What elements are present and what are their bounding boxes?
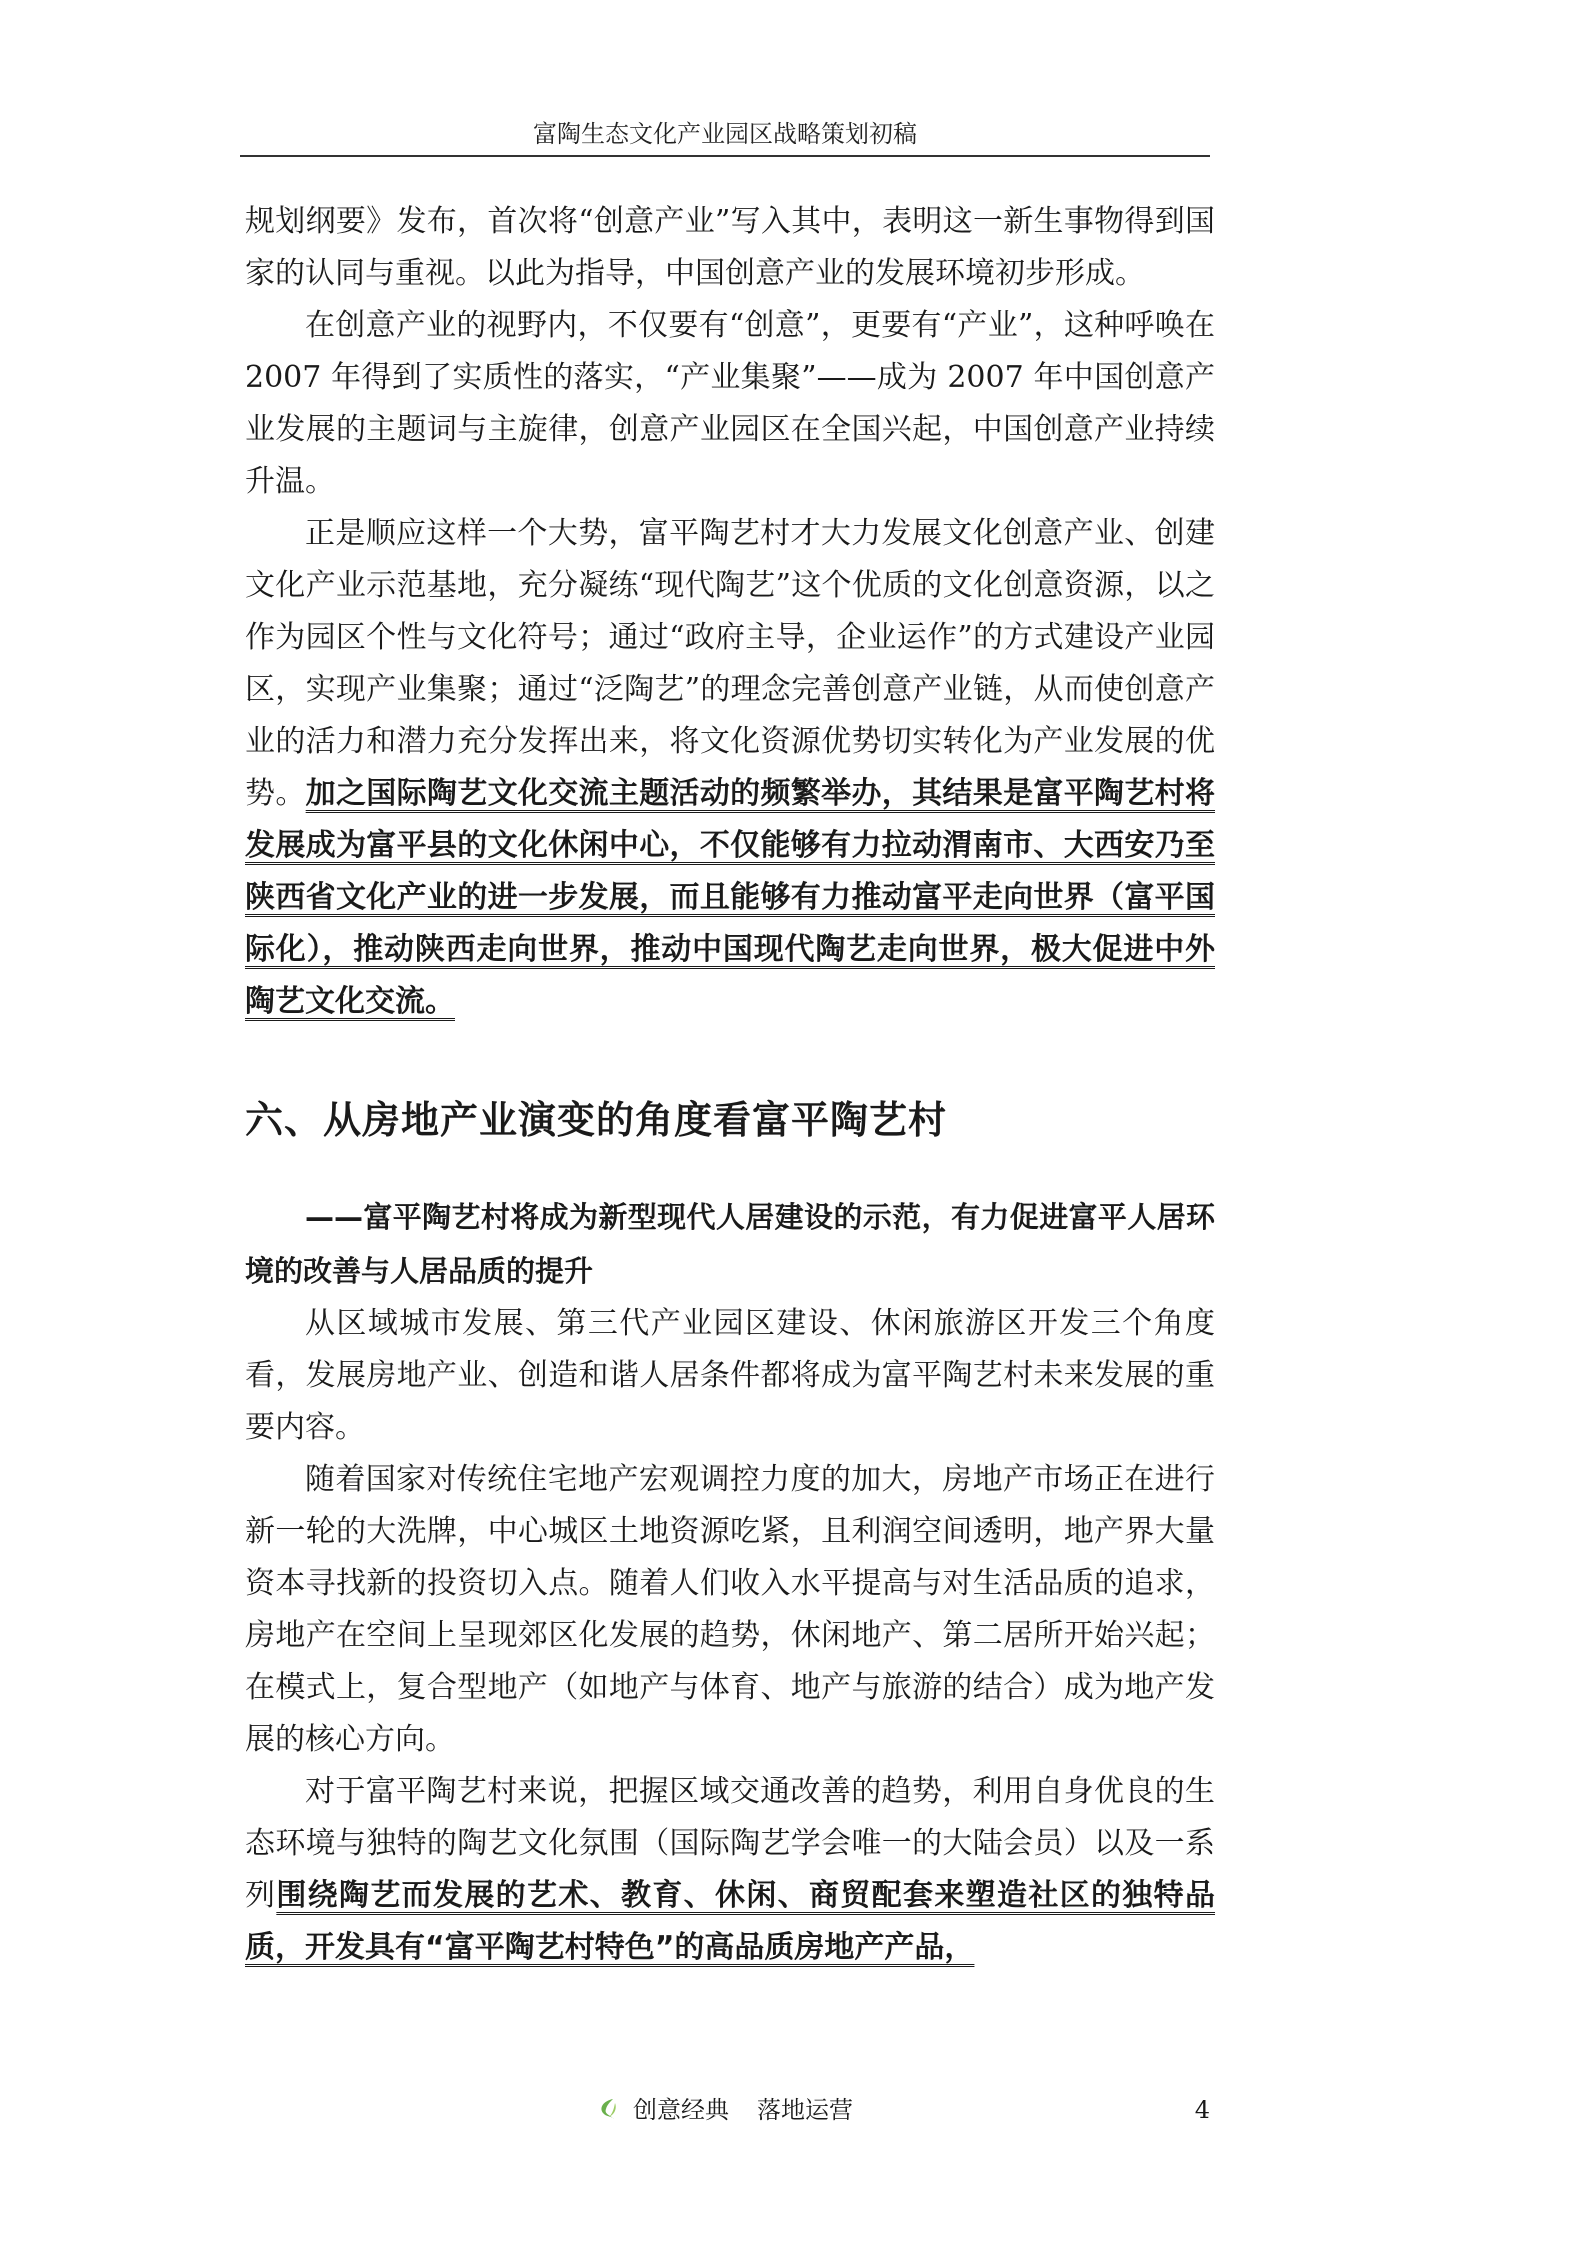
- paragraph-6-text: 对于富平陶艺村来说，把握区域交通改善的趋势，利用自身优良的生态环境与独特的陶艺文化氛围（国际陶艺学会唯一的大陆会员）以及一系列: [245, 1774, 1215, 1913]
- paragraph-6: [245, 1766, 1215, 1974]
- paragraph-6-emphasis: 围绕陶艺而发展的艺术、教育、休闲、商贸配套来塑造社区的独特品质，开发具有“富平陶艺村特色”的高品质房地产产品，: [245, 1878, 1216, 1965]
- leaf-swirl-icon: [597, 2097, 619, 2123]
- section-heading: 六、从房地产业演变的角度看富平陶艺村: [245, 1098, 948, 1142]
- paragraph-2: 在创意产业的视野内，不仅要有“创意”，更要有“产业”，这种呼唤在 2007 年得到了实质性的落实，“产业集聚”——成为 2007 年中国创意产业发展的主题词与主旋律，创意产业园区在全国兴起，中国创意产业持续升温。: [245, 308, 1215, 499]
- page-footer: [240, 2090, 1210, 2130]
- footer-slogan: [240, 2090, 1210, 2130]
- header-divider: [240, 155, 1210, 157]
- page-header: [240, 114, 1210, 154]
- paragraph-4: 从区域城市发展、第三代产业园区建设、休闲旅游区开发三个角度看，发展房地产业、创造和谐人居条件都将成为富平陶艺村未来发展的重要内容。: [245, 1306, 1215, 1445]
- paragraph-3-emphasis: 加之国际陶艺文化交流主题活动的频繁举办，其结果是富平陶艺村将发展成为富平县的文化休闲中心，不仅能够有力拉动渭南市、大西安乃至陕西省文化产业的进一步发展，而且能够有力推动富平走向世界（富平国际化），推动陕西走向世界，推动中国现代陶艺走向世界，极大促进中外陶艺文化交流。: [245, 776, 1216, 1019]
- paragraph-3-text: 正是顺应这样一个大势，富平陶艺村才大力发展文化创意产业、创建文化产业示范基地，充分凝练“现代陶艺”这个优质的文化创意资源，以之作为园区个性与文化符号；通过“政府主导，企业运作”的方式建设产业园区，实现产业集聚；通过“泛陶艺”的理念完善创意产业链，从而使创意产业的活力和潜力充分发挥出来，将文化资源优势切实转化为产业发展的优势。: [245, 516, 1215, 811]
- paragraph-5: 随着国家对传统住宅地产宏观调控力度的加大，房地产市场正在进行新一轮的大洗牌，中心城区土地资源吃紧，且利润空间透明，地产界大量资本寻找新的投资切入点。随着人们收入水平提高与对生活品质的追求，房地产在空间上呈现郊区化发展的趋势，休闲地产、第二居所开始兴起；在模式上，复合型地产（如地产与体育、地产与旅游的结合）成为地产发展的核心方向。: [245, 1462, 1215, 1757]
- slogan-part-1: 创意经典: [633, 2096, 729, 2124]
- page-number: 4: [1194, 2096, 1210, 2124]
- section-subtitle: ——富平陶艺村将成为新型现代人居建设的示范，有力促进富平人居环境的改善与人居品质的提升: [245, 1200, 1215, 1288]
- slogan-part-2: 落地运营: [757, 2096, 853, 2124]
- paragraph-3: [245, 508, 1215, 1028]
- document-body: [245, 196, 1215, 1974]
- paragraph-1: 规划纲要》发布，首次将“创意产业”写入其中，表明这一新生事物得到国家的认同与重视。以此为指导，中国创意产业的发展环境初步形成。: [245, 204, 1215, 291]
- document-title: 富陶生态文化产业园区战略策划初稿: [533, 120, 917, 148]
